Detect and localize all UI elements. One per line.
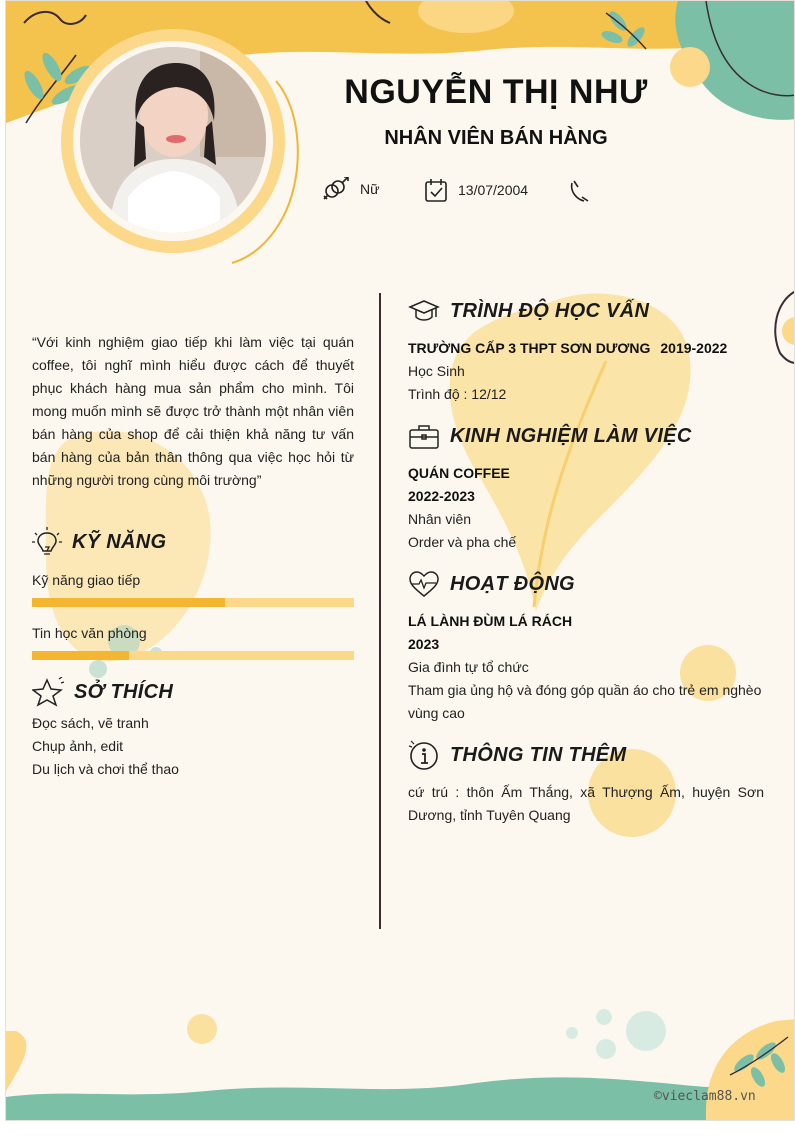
skill-bar-fill	[32, 651, 129, 660]
bulb-icon	[32, 527, 62, 557]
experience-period: 2022-2023	[408, 488, 475, 504]
briefcase-icon	[408, 422, 440, 450]
activity-year: 2023	[408, 636, 440, 652]
full-name: NGUYỄN THỊ NHƯ	[344, 73, 648, 111]
job-title: NHÂN VIÊN BÁN HÀNG	[384, 127, 608, 149]
activities-heading-text: HOẠT ĐỘNG	[450, 572, 575, 595]
hobbies-heading-text: SỞ THÍCH	[74, 680, 174, 703]
education-major: Học Sinh	[408, 363, 465, 379]
career-objective: “Với kinh nghiệm giao tiếp khi làm việc tại quán coffee, tôi nghĩ mình hiểu được cách để thuyết phục khách hàng mua sản phẩm cho mình. Tôi mong muốn mình sẽ được trở thành một nhân viên bán hàng của shop để cải thiện khả năng tư vấn bán hàng của bản thân thông qua việc học hỏi từ những người trong cùng môi trường”	[32, 334, 354, 488]
skill-name: Tin học văn phòng	[32, 625, 147, 641]
birthday-info	[424, 177, 528, 203]
cv-page	[5, 0, 795, 1121]
additional-info-heading-text: THÔNG TIN THÊM	[450, 743, 627, 766]
watermark: ©vieclam88.vn	[654, 1089, 756, 1104]
activity-name: LÁ LÀNH ĐÙM LÁ RÁCH	[408, 613, 573, 629]
skill-item-2	[32, 625, 354, 660]
graduation-cap-icon	[408, 297, 440, 325]
education-level: Trình độ : 12/12	[408, 386, 507, 402]
birthday-value: 13/07/2004	[458, 182, 529, 198]
activity-role: Gia đình tự tổ chức	[408, 659, 529, 675]
activity-description: Tham gia ủng hộ và đóng góp quần áo cho trẻ em nghèo vùng cao	[408, 682, 762, 721]
skill-bar	[32, 651, 354, 660]
skill-bar	[32, 598, 354, 607]
skill-item-1	[32, 572, 354, 607]
hobbies-heading	[32, 676, 354, 708]
education-title-row	[408, 337, 764, 360]
skill-name: Kỹ năng giao tiếp	[32, 572, 141, 588]
skills-heading-text: KỸ NĂNG	[72, 530, 167, 553]
hobby-item: Đọc sách, vẽ tranh	[32, 715, 149, 731]
education-period: 2019-2022	[660, 340, 728, 356]
gender-value: Nữ	[360, 181, 380, 197]
education-heading	[408, 295, 764, 327]
additional-info-entry	[408, 781, 764, 827]
avatar	[80, 47, 266, 233]
experience-heading	[408, 420, 764, 452]
skills-heading	[32, 526, 354, 558]
additional-info-heading	[408, 739, 764, 771]
education-heading-text: TRÌNH ĐỘ HỌC VẤN	[450, 299, 650, 322]
calendar-icon	[424, 177, 448, 203]
additional-info-text: cứ trú : thôn Ấm Thắng, xã Thượng Ấm, huyện Sơn Dương, tỉnh Tuyên Quang	[408, 784, 764, 823]
experience-entry	[408, 462, 764, 554]
right-column	[408, 295, 764, 827]
column-divider	[379, 293, 381, 929]
experience-heading-text: KINH NGHIỆM LÀM VIỆC	[450, 424, 692, 447]
activities-heading	[408, 568, 764, 600]
hobby-item: Chụp ảnh, edit	[32, 738, 124, 754]
hobby-item: Du lịch và chơi thể thao	[32, 761, 179, 777]
school-name: TRƯỜNG CẤP 3 THPT SƠN DƯƠNG	[408, 340, 651, 356]
company-name: QUÁN COFFEE	[408, 465, 510, 481]
phone-icon	[568, 179, 592, 227]
experience-description: Order và pha chế	[408, 534, 517, 550]
education-entry	[408, 337, 764, 406]
heartbeat-icon	[408, 570, 440, 598]
gender-info	[322, 177, 379, 201]
profile-photo	[80, 47, 266, 233]
info-icon	[408, 739, 440, 771]
star-icon	[32, 677, 64, 707]
skill-bar-fill	[32, 598, 225, 607]
gender-icon	[322, 177, 350, 201]
activity-entry	[408, 610, 764, 725]
experience-position: Nhân viên	[408, 511, 472, 527]
left-column	[32, 331, 354, 781]
hobbies-list	[32, 712, 354, 781]
